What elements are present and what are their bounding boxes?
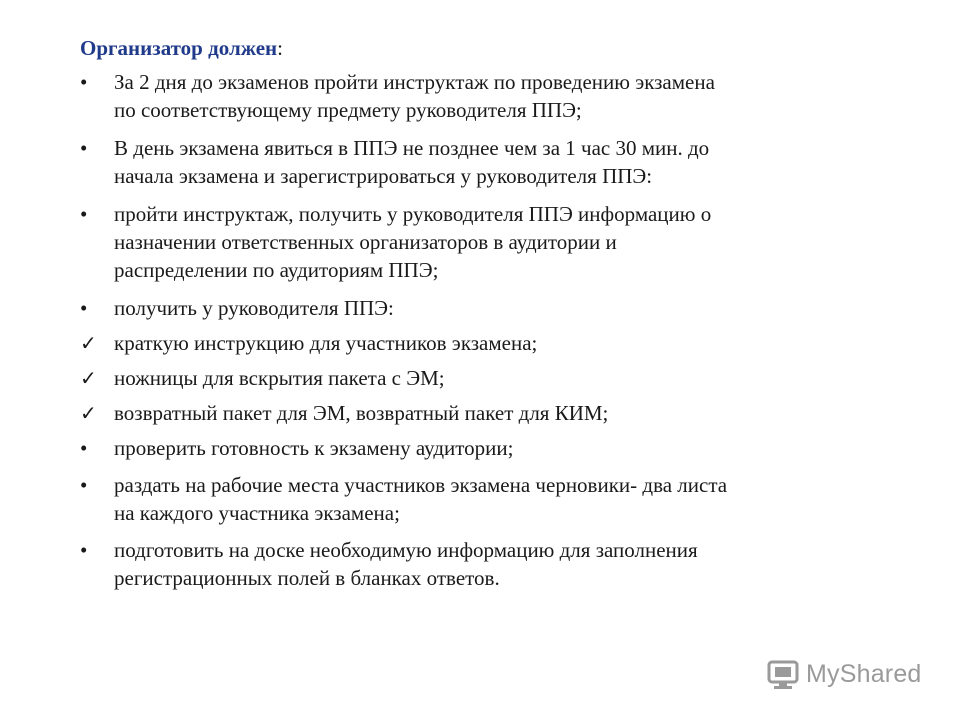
list-item-line: проверить готовность к экзамену аудитории; — [114, 436, 514, 460]
bullet-marker: • — [80, 70, 88, 94]
list-item-line: раздать на рабочие места участников экзамена черновики- два листа — [114, 473, 728, 497]
list-item-line: назначении ответственных организаторов в аудитории и — [114, 230, 617, 254]
list-item-line: В день экзамена явиться в ППЭ не позднее чем за 1 час 30 мин. до — [114, 136, 710, 160]
checklist-item — [80, 364, 920, 392]
list-item-line: по соответствующему предмету руководителя ППЭ; — [114, 98, 582, 122]
checkmark-icon: ✓ — [80, 401, 97, 425]
heading-title: Организатор должен — [80, 36, 278, 60]
list-item-line: начала экзамена и зарегистрироваться у руководителя ППЭ: — [114, 164, 653, 188]
list-item-line: ножницы для вскрытия пакета с ЭМ; — [114, 366, 445, 390]
list-item-line: пройти инструктаж, получить у руководителя ППЭ информацию о — [114, 202, 712, 226]
bullet-marker: • — [80, 473, 88, 497]
list-item — [80, 536, 920, 592]
myshared-logo-icon — [766, 657, 800, 691]
list-item-line: краткую инструкцию для участников экзамена; — [114, 331, 538, 355]
watermark — [766, 656, 922, 692]
checkmark-icon: ✓ — [80, 331, 97, 355]
bullet-marker: • — [80, 296, 88, 320]
bullet-marker: • — [80, 436, 88, 460]
bullet-marker: • — [80, 136, 88, 160]
list-item-line: на каждого участника экзамена; — [114, 501, 400, 525]
list-item-line: подготовить на доске необходимую информацию для заполнения — [114, 538, 698, 562]
list-item-line: За 2 дня до экзаменов пройти инструктаж по проведению экзамена — [114, 70, 715, 94]
list-item-line: получить у руководителя ППЭ: — [114, 296, 394, 320]
bullet-marker: • — [80, 538, 88, 562]
list-item-line: распределении по аудиториям ППЭ; — [114, 258, 439, 282]
list-item — [80, 434, 920, 462]
list-item — [80, 200, 920, 284]
checklist-item — [80, 329, 920, 357]
list-item-line: возвратный пакет для ЭМ, возвратный пакет для КИМ; — [114, 401, 609, 425]
heading-colon: : — [277, 36, 283, 60]
list-item — [80, 68, 920, 124]
checkmark-icon: ✓ — [80, 366, 97, 390]
list-item-line: регистрационных полей в бланках ответов. — [114, 566, 500, 590]
instruction-list — [80, 68, 920, 592]
bullet-marker: • — [80, 202, 88, 226]
list-item — [80, 471, 920, 527]
checklist-item — [80, 399, 920, 427]
watermark-text: MyShared — [806, 659, 922, 688]
heading — [80, 34, 283, 62]
list-item — [80, 294, 920, 322]
list-item — [80, 134, 920, 190]
